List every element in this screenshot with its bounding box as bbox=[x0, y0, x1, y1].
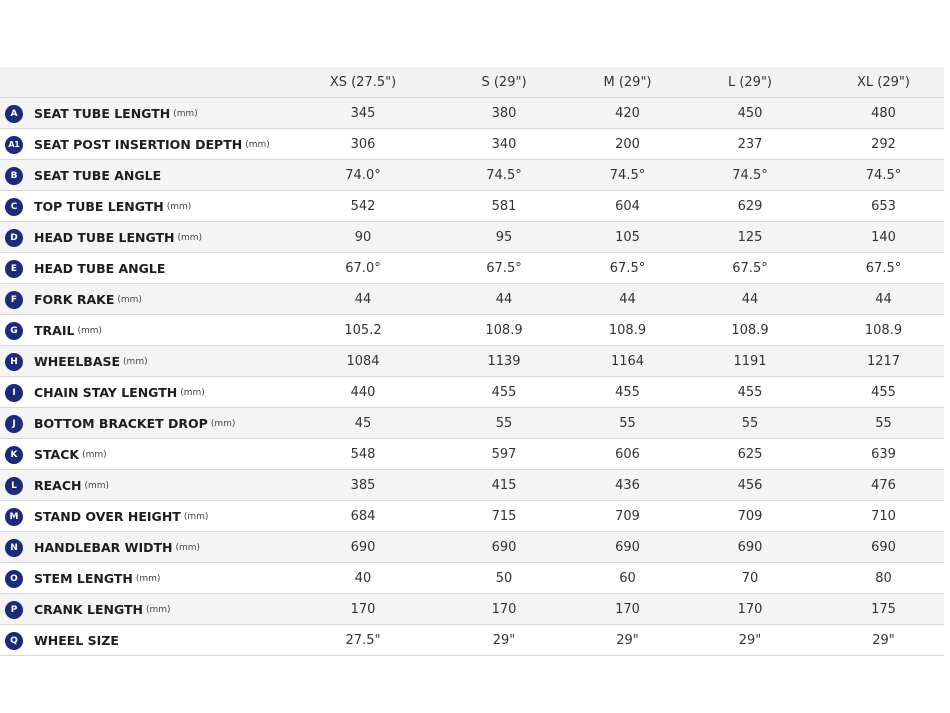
table-row-stack bbox=[0, 439, 944, 470]
value-cell-m: 606 bbox=[578, 439, 677, 470]
row-label-cell bbox=[0, 98, 296, 129]
measurement-name: SEAT TUBE ANGLE bbox=[34, 168, 162, 184]
measurement-name: HANDLEBAR WIDTH bbox=[34, 540, 173, 556]
value-cell-s: 74.5° bbox=[430, 160, 578, 191]
row-label-cell bbox=[0, 284, 296, 315]
value-cell-xl: 1217 bbox=[823, 346, 944, 377]
measurement-letter-badge: N bbox=[5, 539, 23, 557]
value-cell-m: 60 bbox=[578, 563, 677, 594]
table-row-reach bbox=[0, 470, 944, 501]
table-row-chain-stay-length bbox=[0, 377, 944, 408]
table-row-head-tube-length bbox=[0, 222, 944, 253]
value-cell-l: 70 bbox=[677, 563, 823, 594]
measurement-name: SEAT TUBE LENGTH bbox=[34, 106, 171, 122]
value-cell-l: 125 bbox=[677, 222, 823, 253]
value-cell-l: 690 bbox=[677, 532, 823, 563]
value-cell-m: 105 bbox=[578, 222, 677, 253]
value-cell-m: 420 bbox=[578, 98, 677, 129]
measurement-unit: (mm) bbox=[183, 511, 209, 522]
measurement-name: CHAIN STAY LENGTH bbox=[34, 385, 178, 401]
column-header-xl: XL (29") bbox=[823, 67, 944, 98]
value-cell-l: 170 bbox=[677, 594, 823, 625]
measurement-letter-badge: Q bbox=[5, 632, 23, 650]
row-label-cell bbox=[0, 594, 296, 625]
value-cell-xl: 29" bbox=[823, 625, 944, 656]
value-cell-xl: 80 bbox=[823, 563, 944, 594]
measurement-letter-badge: J bbox=[5, 415, 23, 433]
value-cell-xl: 476 bbox=[823, 470, 944, 501]
value-cell-s: 455 bbox=[430, 377, 578, 408]
value-cell-xs: 306 bbox=[296, 129, 430, 160]
table-row-seat-tube-length bbox=[0, 98, 944, 129]
table-row-wheelbase bbox=[0, 346, 944, 377]
value-cell-m: 709 bbox=[578, 501, 677, 532]
value-cell-xl: 74.5° bbox=[823, 160, 944, 191]
value-cell-xs: 548 bbox=[296, 439, 430, 470]
geometry-table bbox=[0, 67, 944, 656]
row-label-cell bbox=[0, 625, 296, 656]
value-cell-l: 74.5° bbox=[677, 160, 823, 191]
measurement-letter-badge: G bbox=[5, 322, 23, 340]
column-header-l: L (29") bbox=[677, 67, 823, 98]
row-label-cell bbox=[0, 501, 296, 532]
measurement-name: TOP TUBE LENGTH bbox=[34, 199, 164, 215]
measurement-unit: (mm) bbox=[175, 542, 201, 553]
measurement-letter-badge: B bbox=[5, 167, 23, 185]
value-cell-m: 44 bbox=[578, 284, 677, 315]
row-label-cell bbox=[0, 253, 296, 284]
measurement-unit: (mm) bbox=[77, 325, 103, 336]
value-cell-s: 170 bbox=[430, 594, 578, 625]
measurement-unit: (mm) bbox=[117, 294, 142, 305]
measurement-unit: (mm) bbox=[145, 604, 171, 615]
geometry-table-header bbox=[0, 67, 944, 98]
measurement-letter-badge: I bbox=[5, 384, 23, 402]
measurement-letter-badge: L bbox=[5, 477, 23, 495]
measurement-unit: (mm) bbox=[135, 573, 161, 584]
value-cell-l: 625 bbox=[677, 439, 823, 470]
column-header-s: S (29") bbox=[430, 67, 578, 98]
value-cell-xs: 45 bbox=[296, 408, 430, 439]
value-cell-s: 715 bbox=[430, 501, 578, 532]
value-cell-xl: 639 bbox=[823, 439, 944, 470]
value-cell-xl: 710 bbox=[823, 501, 944, 532]
measurement-name: FORK RAKE bbox=[34, 292, 115, 308]
measurement-letter-badge: O bbox=[5, 570, 23, 588]
row-label-cell bbox=[0, 129, 296, 160]
table-row-stem-length bbox=[0, 563, 944, 594]
measurement-name: HEAD TUBE ANGLE bbox=[34, 261, 166, 277]
value-cell-l: 67.5° bbox=[677, 253, 823, 284]
value-cell-xs: 170 bbox=[296, 594, 430, 625]
table-row-handlebar-width bbox=[0, 532, 944, 563]
geometry-table-body bbox=[0, 98, 944, 656]
measurement-name: STEM LENGTH bbox=[34, 571, 133, 587]
value-cell-xl: 292 bbox=[823, 129, 944, 160]
measurement-letter-badge: A bbox=[5, 105, 23, 123]
row-label-cell bbox=[0, 563, 296, 594]
value-cell-xl: 44 bbox=[823, 284, 944, 315]
row-label-cell bbox=[0, 346, 296, 377]
measurement-name: STACK bbox=[34, 447, 80, 463]
row-label-cell bbox=[0, 315, 296, 346]
value-cell-xs: 542 bbox=[296, 191, 430, 222]
value-cell-xl: 140 bbox=[823, 222, 944, 253]
value-cell-m: 604 bbox=[578, 191, 677, 222]
table-row-stand-over-height bbox=[0, 501, 944, 532]
table-row-seat-post-insertion-depth bbox=[0, 129, 944, 160]
value-cell-xs: 385 bbox=[296, 470, 430, 501]
table-row-top-tube-length bbox=[0, 191, 944, 222]
value-cell-m: 74.5° bbox=[578, 160, 677, 191]
value-cell-xs: 105.2 bbox=[296, 315, 430, 346]
measurement-unit: (mm) bbox=[123, 356, 148, 367]
value-cell-s: 29" bbox=[430, 625, 578, 656]
measurement-unit: (mm) bbox=[245, 139, 270, 150]
measurement-name: CRANK LENGTH bbox=[34, 602, 143, 618]
table-row-fork-rake bbox=[0, 284, 944, 315]
measurement-unit: (mm) bbox=[82, 449, 107, 460]
value-cell-xs: 27.5" bbox=[296, 625, 430, 656]
measurement-unit: (mm) bbox=[180, 387, 205, 398]
table-row-wheel-size bbox=[0, 625, 944, 656]
value-cell-s: 55 bbox=[430, 408, 578, 439]
measurement-letter-badge: M bbox=[5, 508, 23, 526]
table-row-head-tube-angle bbox=[0, 253, 944, 284]
measurement-name: WHEEL SIZE bbox=[34, 633, 119, 649]
value-cell-xs: 440 bbox=[296, 377, 430, 408]
value-cell-s: 108.9 bbox=[430, 315, 578, 346]
measurement-letter-badge: C bbox=[5, 198, 23, 216]
value-cell-l: 709 bbox=[677, 501, 823, 532]
value-cell-xs: 684 bbox=[296, 501, 430, 532]
measurement-name: BOTTOM BRACKET DROP bbox=[34, 416, 208, 432]
value-cell-l: 456 bbox=[677, 470, 823, 501]
value-cell-xl: 455 bbox=[823, 377, 944, 408]
measurement-name: WHEELBASE bbox=[34, 354, 121, 370]
header-row bbox=[0, 67, 944, 98]
row-label-cell bbox=[0, 439, 296, 470]
value-cell-l: 629 bbox=[677, 191, 823, 222]
row-label-cell bbox=[0, 222, 296, 253]
value-cell-s: 380 bbox=[430, 98, 578, 129]
measurement-name: STAND OVER HEIGHT bbox=[34, 509, 181, 525]
measurement-unit: (mm) bbox=[177, 232, 203, 243]
value-cell-s: 67.5° bbox=[430, 253, 578, 284]
column-header-m: M (29") bbox=[578, 67, 677, 98]
value-cell-xl: 67.5° bbox=[823, 253, 944, 284]
header-label-cell bbox=[0, 67, 296, 98]
value-cell-s: 44 bbox=[430, 284, 578, 315]
value-cell-xl: 175 bbox=[823, 594, 944, 625]
value-cell-l: 44 bbox=[677, 284, 823, 315]
measurement-letter-badge: D bbox=[5, 229, 23, 247]
table-row-trail bbox=[0, 315, 944, 346]
value-cell-s: 95 bbox=[430, 222, 578, 253]
value-cell-l: 108.9 bbox=[677, 315, 823, 346]
row-label-cell bbox=[0, 377, 296, 408]
measurement-unit: (mm) bbox=[210, 418, 236, 429]
value-cell-m: 29" bbox=[578, 625, 677, 656]
value-cell-l: 450 bbox=[677, 98, 823, 129]
value-cell-s: 690 bbox=[430, 532, 578, 563]
measurement-unit: (mm) bbox=[173, 108, 198, 119]
value-cell-s: 415 bbox=[430, 470, 578, 501]
value-cell-xl: 653 bbox=[823, 191, 944, 222]
row-label-cell bbox=[0, 408, 296, 439]
value-cell-xs: 90 bbox=[296, 222, 430, 253]
measurement-letter-badge: F bbox=[5, 291, 23, 309]
value-cell-s: 50 bbox=[430, 563, 578, 594]
value-cell-xl: 55 bbox=[823, 408, 944, 439]
measurement-letter-badge: A1 bbox=[5, 136, 23, 154]
value-cell-l: 29" bbox=[677, 625, 823, 656]
value-cell-m: 108.9 bbox=[578, 315, 677, 346]
value-cell-xs: 345 bbox=[296, 98, 430, 129]
value-cell-m: 690 bbox=[578, 532, 677, 563]
row-label-cell bbox=[0, 532, 296, 563]
value-cell-xs: 44 bbox=[296, 284, 430, 315]
measurement-name: TRAIL bbox=[34, 323, 75, 339]
value-cell-xl: 108.9 bbox=[823, 315, 944, 346]
value-cell-s: 597 bbox=[430, 439, 578, 470]
table-row-seat-tube-angle bbox=[0, 160, 944, 191]
measurement-letter-badge: E bbox=[5, 260, 23, 278]
measurement-letter-badge: K bbox=[5, 446, 23, 464]
value-cell-xl: 480 bbox=[823, 98, 944, 129]
value-cell-m: 455 bbox=[578, 377, 677, 408]
value-cell-m: 170 bbox=[578, 594, 677, 625]
table-row-crank-length bbox=[0, 594, 944, 625]
value-cell-m: 1164 bbox=[578, 346, 677, 377]
table-row-bottom-bracket-drop bbox=[0, 408, 944, 439]
measurement-letter-badge: P bbox=[5, 601, 23, 619]
value-cell-xs: 67.0° bbox=[296, 253, 430, 284]
value-cell-xl: 690 bbox=[823, 532, 944, 563]
value-cell-s: 1139 bbox=[430, 346, 578, 377]
value-cell-l: 55 bbox=[677, 408, 823, 439]
row-label-cell bbox=[0, 160, 296, 191]
column-header-xs: XS (27.5") bbox=[296, 67, 430, 98]
value-cell-m: 436 bbox=[578, 470, 677, 501]
measurement-name: REACH bbox=[34, 478, 82, 494]
measurement-name: SEAT POST INSERTION DEPTH bbox=[34, 137, 243, 153]
value-cell-s: 581 bbox=[430, 191, 578, 222]
value-cell-l: 1191 bbox=[677, 346, 823, 377]
value-cell-xs: 690 bbox=[296, 532, 430, 563]
value-cell-xs: 74.0° bbox=[296, 160, 430, 191]
value-cell-s: 340 bbox=[430, 129, 578, 160]
measurement-letter-badge: H bbox=[5, 353, 23, 371]
value-cell-m: 200 bbox=[578, 129, 677, 160]
row-label-cell bbox=[0, 191, 296, 222]
measurement-unit: (mm) bbox=[166, 201, 192, 212]
measurement-name: HEAD TUBE LENGTH bbox=[34, 230, 175, 246]
row-label-cell bbox=[0, 470, 296, 501]
measurement-unit: (mm) bbox=[84, 480, 110, 491]
value-cell-l: 237 bbox=[677, 129, 823, 160]
value-cell-l: 455 bbox=[677, 377, 823, 408]
value-cell-xs: 40 bbox=[296, 563, 430, 594]
value-cell-m: 67.5° bbox=[578, 253, 677, 284]
value-cell-m: 55 bbox=[578, 408, 677, 439]
value-cell-xs: 1084 bbox=[296, 346, 430, 377]
